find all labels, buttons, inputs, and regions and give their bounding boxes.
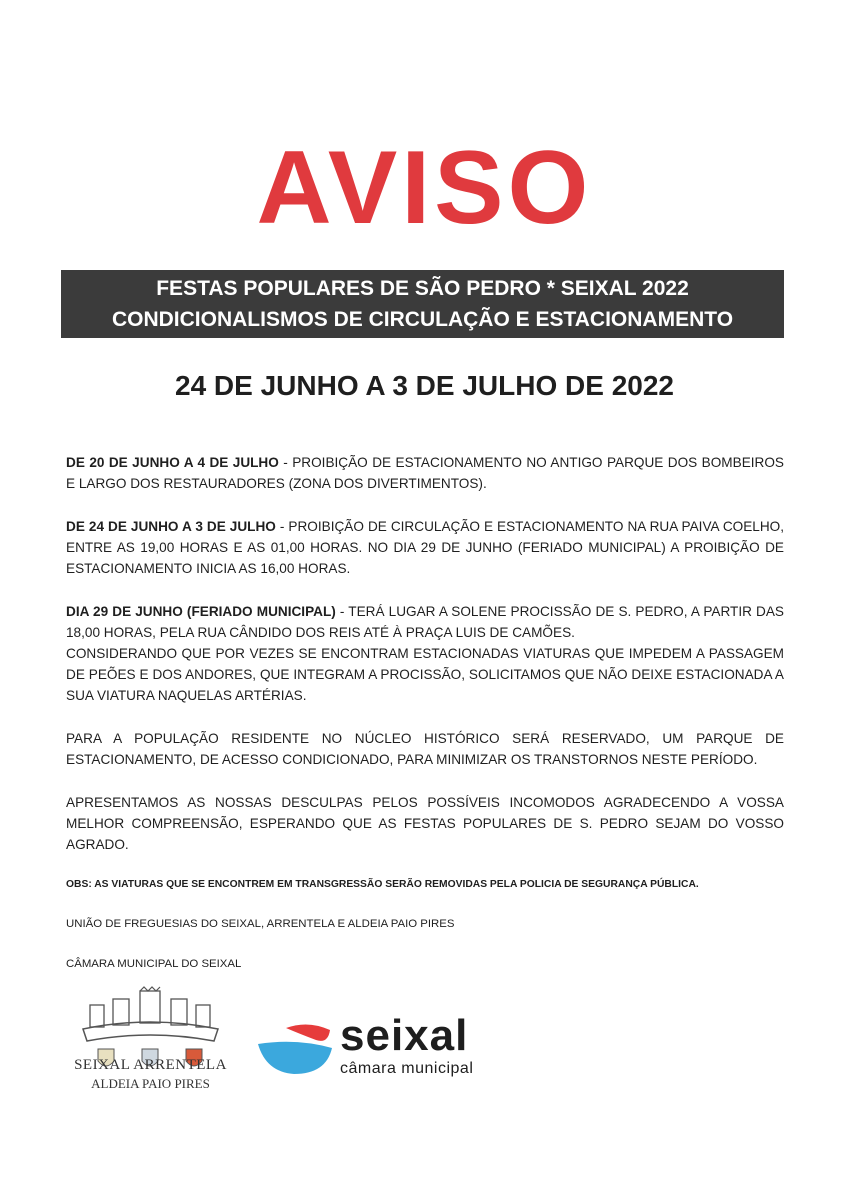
- seixal-logo: [256, 1012, 496, 1082]
- page-title: AVISO: [256, 130, 593, 246]
- banner-line-2: CONDICIONALISMOS DE CIRCULAÇÃO E ESTACIONAMENTO: [111, 308, 734, 331]
- logo-wordmark: seixal: [340, 1011, 469, 1060]
- crest-line-1: SEIXAL ARRENTELA: [74, 1057, 227, 1073]
- parish-crest: [68, 985, 233, 1100]
- paragraph-2-heading: DE 24 DE JUNHO A 3 DE JULHO: [66, 519, 276, 534]
- header-banner: [61, 270, 784, 338]
- event-dates: 24 DE JUNHO A 3 DE JULHO DE 2022: [175, 370, 674, 401]
- paragraph-3-heading: DIA 29 DE JUNHO (FERIADO MUNICIPAL): [66, 604, 336, 619]
- banner-line-1: FESTAS POPULARES DE SÃO PEDRO * SEIXAL 2022: [156, 277, 689, 300]
- paragraph-2: [66, 516, 784, 579]
- paragraph-1: [66, 452, 784, 494]
- paragraph-4: PARA A POPULAÇÃO RESIDENTE NO NÚCLEO HISTÓRICO SERÁ RESERVADO, UM PARQUE DE ESTACIONAMENTO, DE ACESSO CONDICIONADO, PARA MINIMIZAR OS TRANSTORNOS NESTE PERÍODO.: [66, 731, 784, 767]
- logo-subtitle: câmara municipal: [340, 1060, 474, 1077]
- paragraph-1-text: - PROIBIÇÃO DE ESTACIONAMENTO NO ANTIGO PARQUE DOS BOMBEIROS E LARGO DOS RESTAURADORES (ZONA DOS DIVERTIMENTOS).: [66, 455, 784, 491]
- paragraph-3-continuation: CONSIDERANDO QUE POR VEZES SE ENCONTRAM ESTACIONADAS VIATURAS QUE IMPEDEM A PASSAGEM DE PEÕES E DOS ANDORES, QUE INTEGRAM A PROCISSÃO, SOLICITAMOS QUE NÃO DEIXE ESTACIONADA A SUA VIATURA NAQUELAS ARTÉRIAS.: [66, 646, 784, 703]
- obs-note: OBS: AS VIATURAS QUE SE ENCONTREM EM TRANSGRESSÃO SERÃO REMOVIDAS PELA POLICIA DE SEGURANÇA PÚBLICA.: [66, 879, 699, 890]
- notice-body: [66, 452, 784, 995]
- paragraph-3-text: - TERÁ LUGAR A SOLENE PROCISSÃO DE S. PEDRO, A PARTIR DAS 18,00 HORAS, PELA RUA CÂNDIDO DOS REIS ATÉ À PRAÇA LUIS DE CAMÕES.: [66, 604, 784, 640]
- paragraph-3: [66, 601, 784, 706]
- signature-line-2: CÂMARA MUNICIPAL DO SEIXAL: [66, 958, 242, 970]
- paragraph-2-text: - PROIBIÇÃO DE CIRCULAÇÃO E ESTACIONAMENTO NA RUA PAIVA COELHO, ENTRE AS 19,00 HORAS E AS 01,00 HORAS. NO DIA 29 DE JUNHO (FERIADO MUNICIPAL) A PROIBIÇÃO DE ESTACIONAMENTO INICIA AS 16,00 HORAS.: [66, 519, 785, 576]
- crest-line-2: ALDEIA PAIO PIRES: [91, 1076, 210, 1091]
- crown-icon: [68, 985, 233, 1045]
- signature-line-1: UNIÃO DE FREGUESIAS DO SEIXAL, ARRENTELA E ALDEIA PAIO PIRES: [66, 918, 455, 930]
- paragraph-5: APRESENTAMOS AS NOSSAS DESCULPAS PELOS POSSÍVEIS INCOMODOS AGRADECENDO A VOSSA MELHOR COMPREENSÃO, ESPERANDO QUE AS FESTAS POPULARES DE S. PEDRO SEJAM DO VOSSO AGRADO.: [66, 795, 784, 852]
- seixal-wave-icon: [256, 1018, 338, 1078]
- paragraph-1-heading: DE 20 DE JUNHO A 4 DE JULHO: [66, 455, 279, 470]
